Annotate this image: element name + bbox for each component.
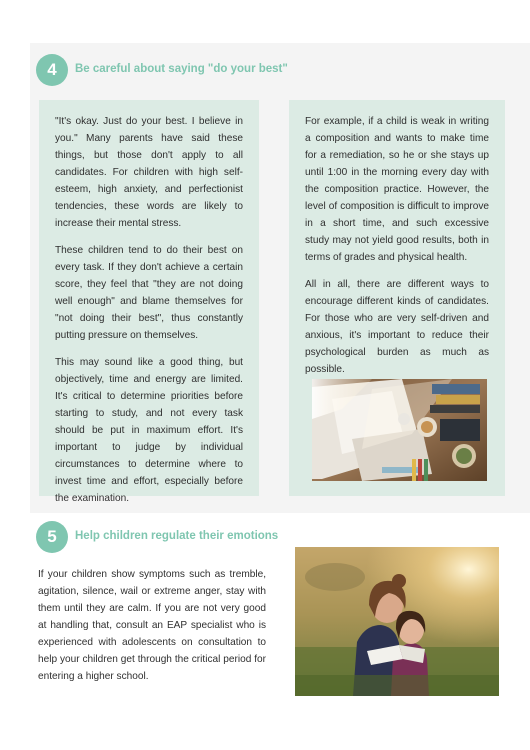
- left-paragraph-3: This may sound like a good thing, but objectively, time and energy are limited. It's critical to determine priorities before starting to study, and not every task should be put in maximum effort. It's important to judge by individual circumstances to determine where to invest time and effort, especially before the examination.: [55, 357, 243, 504]
- left-paragraph-2: These children tend to do their best on every task. If they don't achieve a certain score, they feel that "they are not doing well enough" and blame themselves for "not doing their best", thus constantly putting pressure on themselves.: [55, 245, 243, 341]
- left-paragraph-1: "It's okay. Just do your best. I believe in you." Many parents have said these things, but those don't apply to all candidates. For children with high self-esteem, high anxiety, and perfectionist tendencies, these words are likely to increase their mental stress.: [55, 116, 243, 229]
- study-desk-photo: [312, 379, 487, 481]
- right-paragraph-1: For example, if a child is weak in writing a composition and wants to make time for a remediation, so he or she stays up until 1:00 in the morning every day with the composition practice. However, the level of composition is difficult to improve in a short time, and such excessive study may not yield good results, both in terms of grades and physical health.: [305, 116, 489, 263]
- right-paragraph-2: All in all, there are different ways to encourage different kinds of candidates. For those who are very self-driven and anxious, it's important to reduce their psychological burden as much as possible.: [305, 279, 489, 375]
- section-5-body: If your children show symptoms such as tremble, agitation, silence, wail or extreme anger, stay with them until they are calm. If you are not very good at handling that, consult an EAP specialist who is experienced with adolescents on consultation to help your children get through the critical period for entering a higher school.: [38, 569, 266, 682]
- section-5-title: Help children regulate their emotions: [75, 530, 279, 542]
- section-5-number-badge: 5: [36, 521, 68, 553]
- section-4-title: Be careful about saying "do your best": [75, 63, 288, 75]
- section-4-left-column: [39, 100, 259, 504]
- section-4-number-badge: 4: [36, 54, 68, 86]
- children-reading-photo: [295, 547, 499, 696]
